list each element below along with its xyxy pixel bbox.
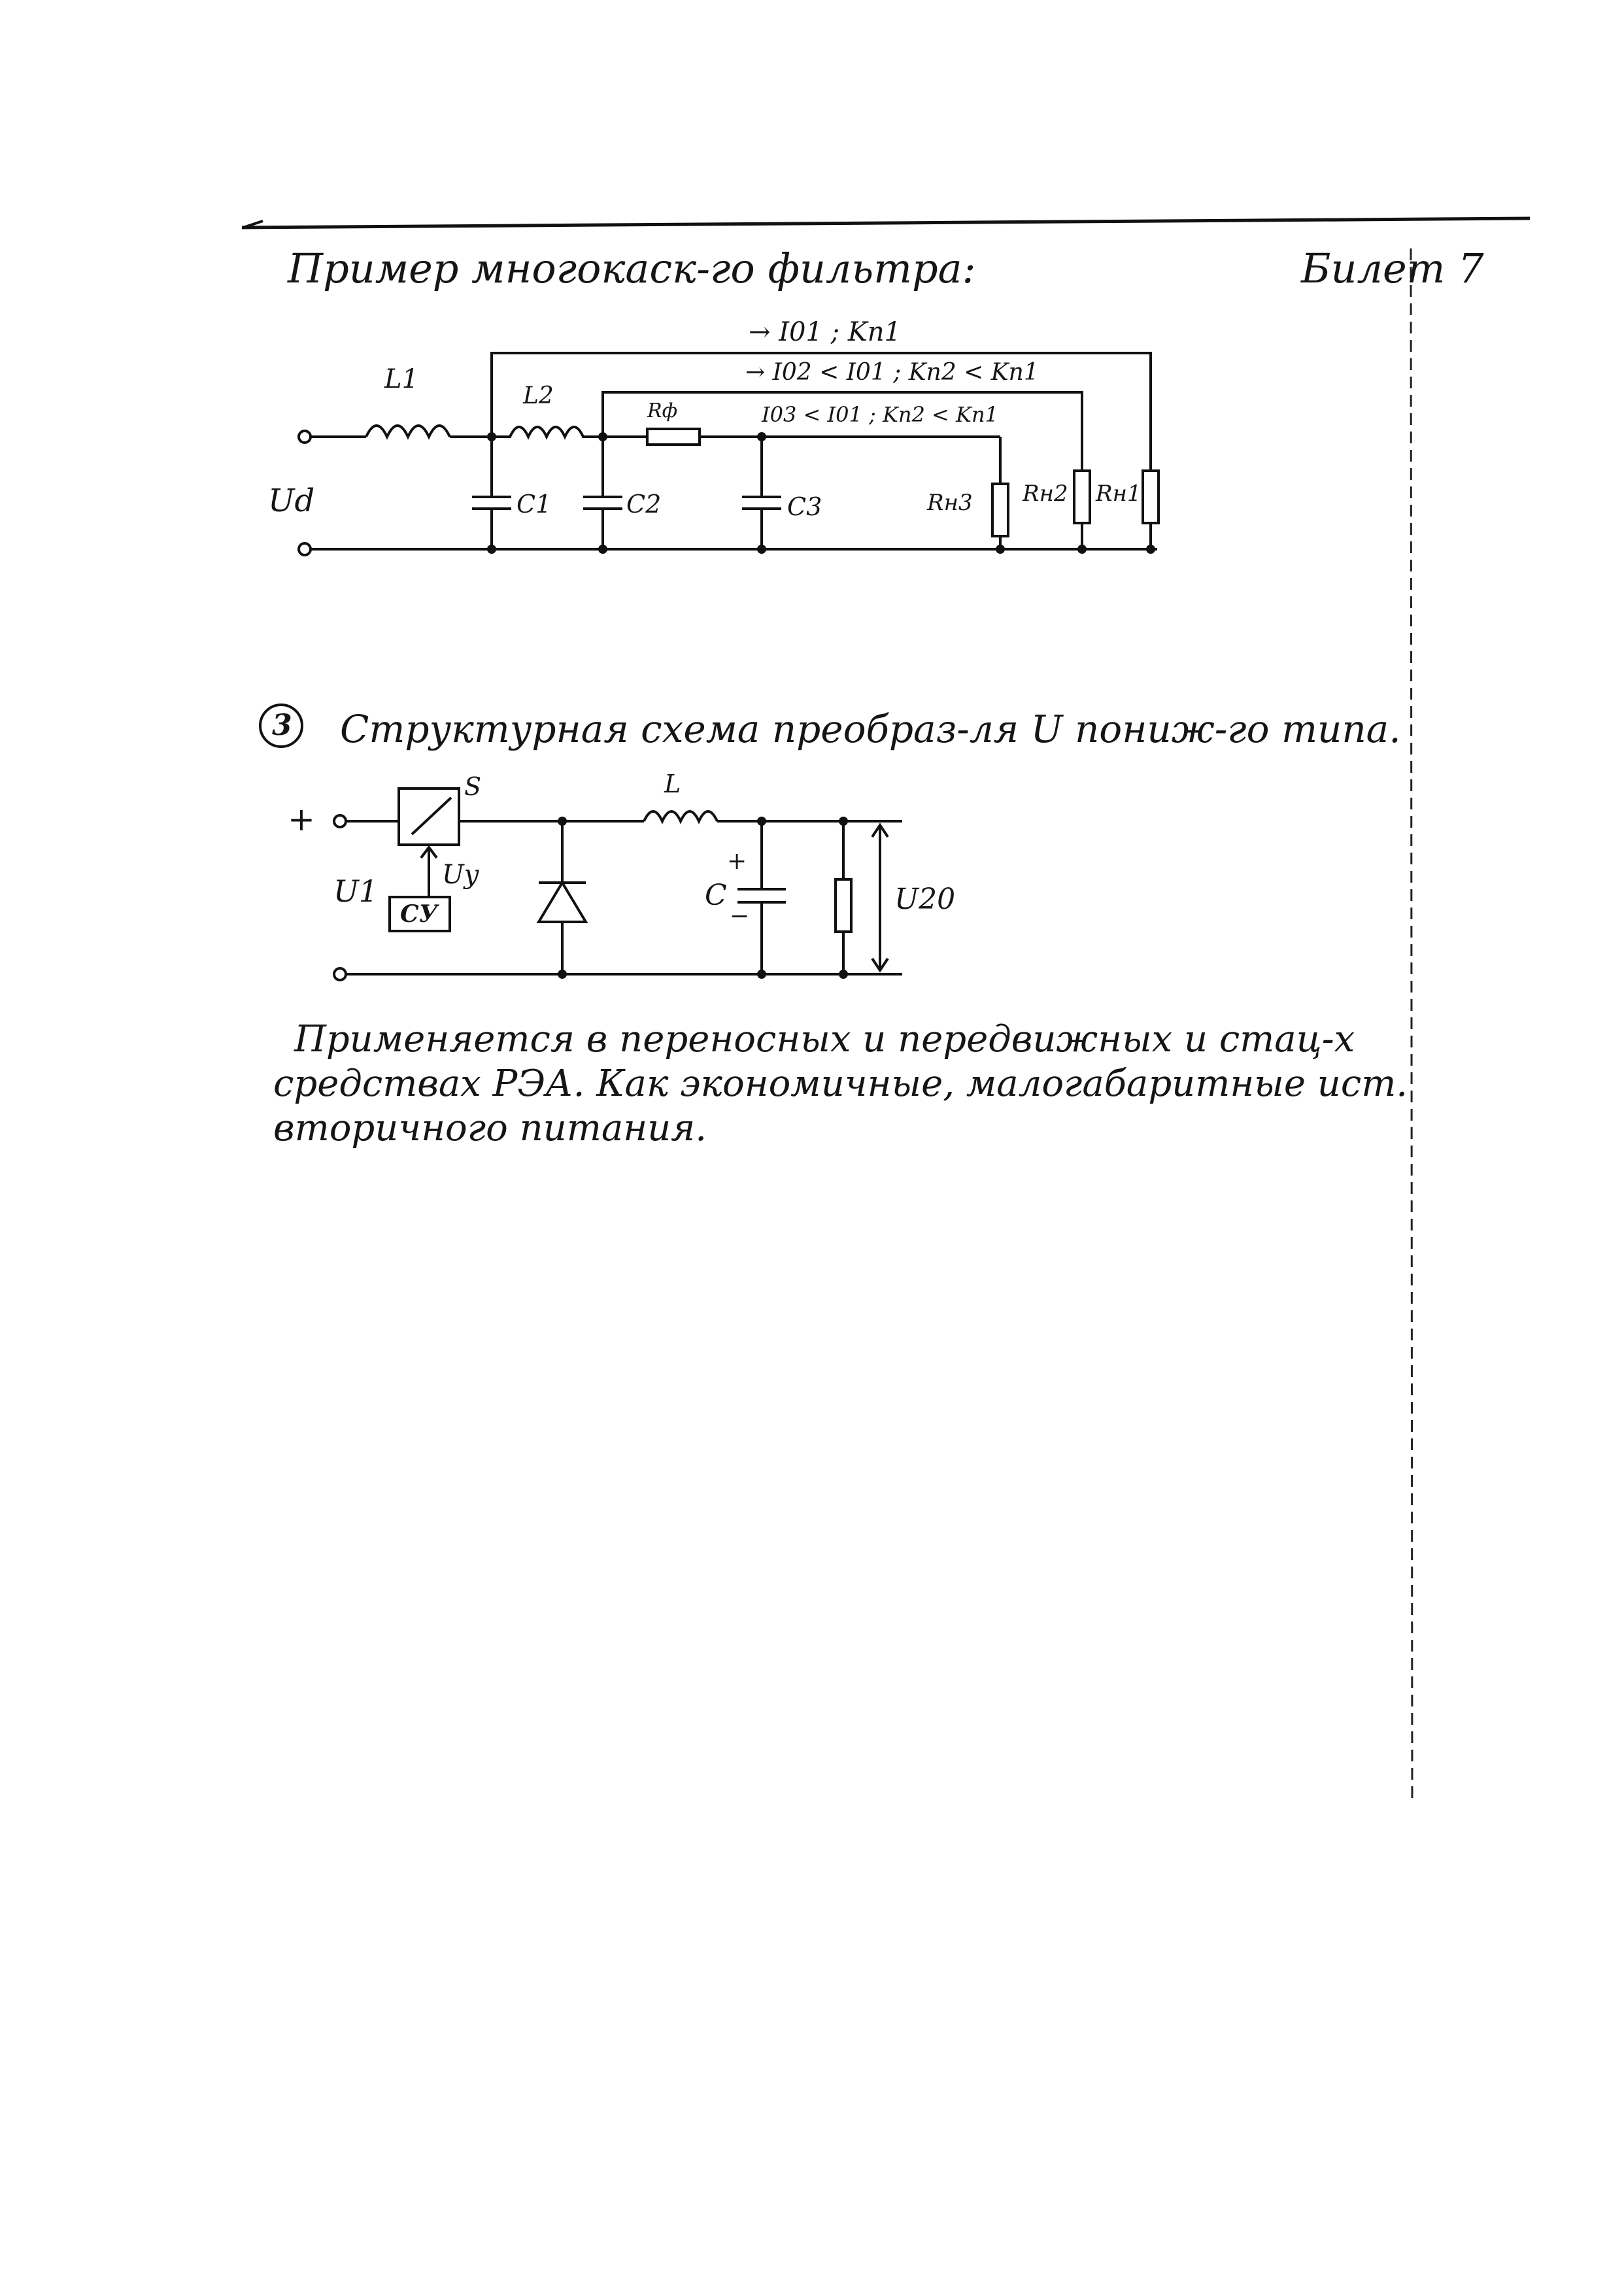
label-c3: C3 [787, 492, 822, 521]
buck-capacitor [737, 889, 786, 902]
buck-cap-minus: − [730, 903, 750, 930]
buck-switch-label: S [464, 772, 482, 801]
label-c1: C1 [516, 490, 552, 518]
buck-input-terminal-top [334, 815, 346, 827]
buck-cap-plus: + [727, 848, 747, 875]
heading-filter-example: Пример многокаск-го фильтра: [288, 245, 976, 292]
buck-input-terminal-bottom [334, 968, 346, 980]
buck-uy-label: Uy [442, 860, 479, 890]
buck-plus-label: + [288, 800, 315, 838]
buck-su-label: СУ [400, 900, 438, 928]
label-rn2: Rн2 [1023, 481, 1068, 507]
ticket-label: Билет 7 [1301, 245, 1484, 292]
section-number: 3 [272, 709, 292, 742]
label-current2: → I02 < I01 ; Kп2 < Kп1 [745, 359, 1039, 386]
heading-buck-converter: Структурная схема преобраз-ля U пониж-го типа. [340, 707, 1401, 751]
label-ud: Ud [268, 483, 315, 519]
label-rf: Rф [647, 399, 678, 422]
buck-c-label: C [705, 879, 727, 912]
label-rn1: Rн1 [1096, 481, 1142, 507]
buck-l-label: L [664, 770, 681, 798]
label-rn3: Rн3 [927, 490, 973, 516]
paragraph-line-3: вторичного питания. [273, 1107, 707, 1149]
label-current3: I03 < I01 ; Kп2 < Kп1 [762, 402, 998, 427]
paragraph-line-1: Применяется в переносных и передвижных и стац-х [294, 1018, 1355, 1061]
diode [539, 883, 586, 922]
paragraph-line-2: средствах РЭА. Как экономичные, малогабаритные ист. [273, 1062, 1408, 1105]
buck-u1-label: U1 [333, 874, 379, 909]
buck-inductor [644, 811, 717, 821]
buck-u20-label: U20 [894, 883, 956, 916]
label-current1: → I01 ; Kп1 [749, 317, 901, 347]
label-l1: L1 [384, 364, 419, 394]
buck-load-resistor [836, 879, 851, 932]
label-c2: C2 [626, 490, 662, 518]
label-l2: L2 [523, 382, 554, 409]
